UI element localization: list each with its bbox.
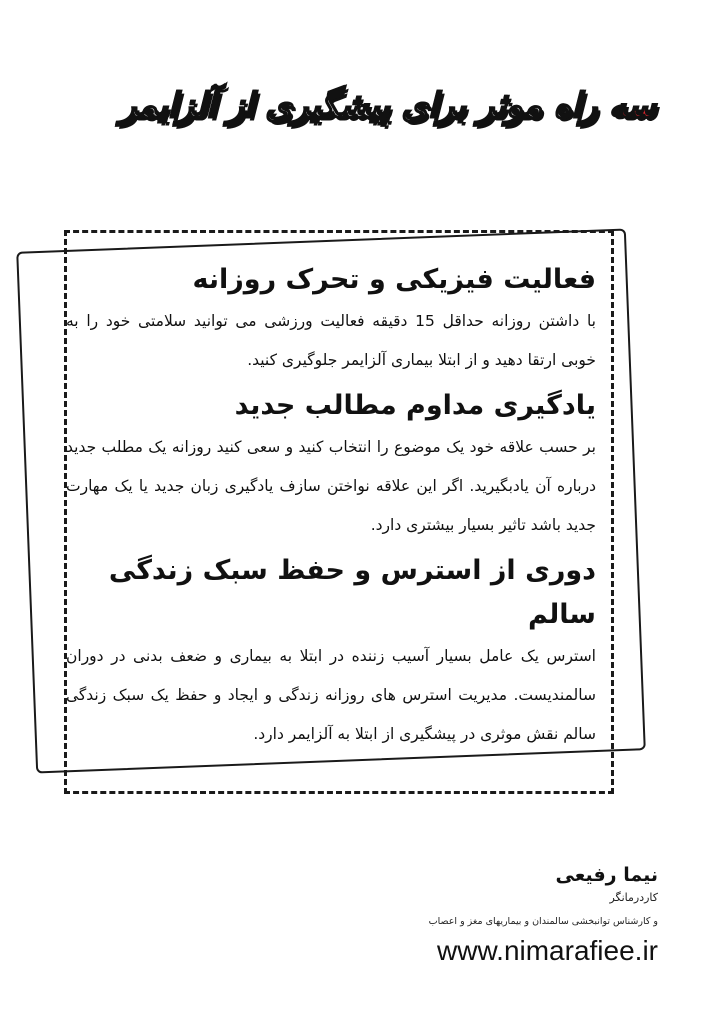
page-title-accent: سه <box>609 86 656 126</box>
tip-body: با داشتن روزانه حداقل 15 دقیقه فعالیت ورزشی می توانید سلامتی خود را به خوبی ارتقا دهید و از ابتلا بیماری آلزایمر جلوگیری کنید. <box>66 312 596 369</box>
author-name: نیما رفیعی <box>555 864 658 886</box>
tip-body: استرس یک عامل بسیار آسیب زننده در ابتلا به بیماری و ضعف بدنی در دوران سالمندیست. مدیریت استرس های روزانه زندگی و ایجاد و حفظ یک سبک زندگی سالم نقش موثری در پیشگیری از ابتلا به آلزایمر دارد. <box>66 647 596 743</box>
tips-content <box>66 258 596 758</box>
tip-section-stress-avoidance <box>66 549 596 754</box>
page-title-text: راه موثر برای پیشگیری از آلزایمر <box>120 86 610 126</box>
tip-heading: فعالیت فیزیکی و تحرک روزانه <box>192 264 596 295</box>
author-footer <box>238 862 658 968</box>
tip-section-physical-activity <box>66 258 596 380</box>
tip-body: بر حسب علاقه خود یک موضوع را انتخاب کنید و سعی کنید روزانه یک مطلب جدید درباره آن یادبگیرید. اگر این علاقه نواختن سازف یادگیری زبان جدید یا یک مهارت جدید باشد تاثیر بسیار بیشتری دارد. <box>66 438 596 534</box>
page-title <box>96 86 656 126</box>
tip-heading: دوری از استرس و حفظ سبک زندگی سالم <box>108 555 596 630</box>
author-description: و کارشناس توانبخشی سالمندان و بیماریهای مغز و اعصاب <box>428 916 658 927</box>
tip-section-continuous-learning <box>66 384 596 545</box>
tip-heading: یادگیری مداوم مطالب جدید <box>234 390 596 421</box>
website-link[interactable]: www.nimarafiee.ir <box>437 935 658 966</box>
author-role: کاردرمانگر <box>609 891 658 904</box>
